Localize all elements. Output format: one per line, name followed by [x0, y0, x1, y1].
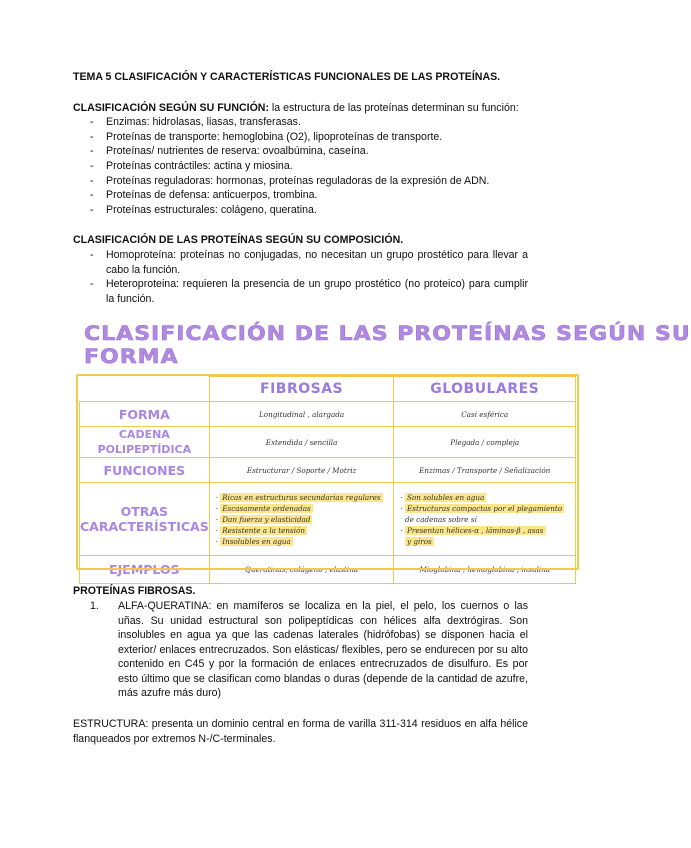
list-item: y giros [407, 536, 432, 546]
list-item: de cadenas sobre sí [405, 514, 477, 524]
list-item: · Resistente a la tensión [215, 525, 305, 535]
row-label-ejemplos: EJEMPLOS [80, 556, 210, 584]
list-item: - Heteroproteina: requieren la presencia de un grupo prostético (no proteico) para cumplir la función. [90, 277, 528, 306]
row-label-otras: OTRAS CARACTERÍSTICAS [80, 483, 210, 556]
cell-ejemplos-globulares: Mioglobina , hemoglobina , insulina [394, 556, 576, 584]
table-corner [80, 377, 210, 402]
table-row [80, 483, 576, 556]
shape-classification-infographic [76, 320, 691, 578]
fibrous-list [90, 599, 528, 701]
list-item: - Proteínas estructurales: colágeno, queratina. [90, 203, 528, 218]
cell-forma-fibrosas: Longitudinal , alargada [209, 402, 394, 427]
infographic-title-line1: CLASIFICACIÓN DE LAS PROTEÍNAS SEGÚN SU [84, 323, 691, 346]
row-label-funciones: FUNCIONES [80, 458, 210, 483]
function-intro [73, 101, 528, 116]
table-header-row [80, 377, 576, 402]
composition-list [90, 248, 528, 306]
infographic-title-line2: FORMA [84, 346, 179, 369]
list-item: - Proteínas/ nutrientes de reserva: ovoalbúmina, caseína. [90, 144, 528, 159]
col-header-fibrosas: FIBROSAS [209, 377, 394, 402]
list-item: · Son solubles en agua [400, 492, 485, 502]
cell-funciones-fibrosas: Estructurar / Soporte / Motriz [209, 458, 394, 483]
table-row [80, 458, 576, 483]
table-row [80, 402, 576, 427]
cell-otras-globulares [394, 483, 576, 556]
cell-funciones-globulares: Enzimas / Transporte / Señalización [394, 458, 576, 483]
structure-paragraph: ESTRUCTURA: presenta un dominio central en forma de varilla 311-314 residuos en alfa hélice flanqueados por extremos N-/C-terminales. [73, 718, 528, 745]
list-item: - Proteínas de defensa: anticuerpos, trombina. [90, 188, 528, 203]
document-page [73, 70, 691, 746]
list-item: · Presentan hélices-α , láminas-β , asas [400, 525, 544, 535]
list-item: - Enzimas: hidrolasas, liasas, transferasas. [90, 115, 528, 130]
cell-cadena-fibrosas: Extendida / sencilla [209, 427, 394, 458]
fibrous-heading: PROTEÍNAS FIBROSAS. [73, 585, 196, 598]
list-item-text: ALFA-QUERATINA: en mamíferos se localiza en la piel, el pelo, los cuernos o las uñas. Su unidad estructural son polipeptídicas con hélices alfa dextrógiras. Son insolubles en agua ya que las cadenas laterales (hidrófobas) se disponen hacia el exterior/ enlaces entrecruzados. Son elásticas/ flexibles, pero se endurecen por su alto contenido en C45 y por la formación de enlaces entrecruzados de disulfuro. Es por esto último que se clasifican como blandas o duras (depende de la cantidad de azufre, más azufre más duro) [118, 599, 528, 700]
function-list [90, 115, 528, 217]
table-row [80, 556, 576, 584]
cell-otras-fibrosas [209, 483, 394, 556]
cell-forma-globulares: Casi esférica [394, 402, 576, 427]
list-item: · Dan fuerza y elasticidad [215, 514, 311, 524]
list-number: 1. [90, 599, 99, 612]
col-header-globulares: GLOBULARES [394, 377, 576, 402]
list-item: · Ricas en estructuras secundarias regulares [215, 492, 381, 502]
function-heading: CLASIFICACIÓN SEGÚN SU FUNCIÓN: [73, 101, 269, 114]
list-item: - Proteínas contráctiles: actina y miosina. [90, 159, 528, 174]
document-title: TEMA 5 CLASIFICACIÓN Y CARACTERÍSTICAS FUNCIONALES DE LAS PROTEÍNAS. [73, 71, 501, 83]
list-item: · Estructuras compactas por el plegamiento [400, 503, 563, 513]
list-item: - Proteínas reguladoras: hormonas, proteínas reguladoras de la expresión de ADN. [90, 174, 528, 189]
row-label-forma: FORMA [80, 402, 210, 427]
list-item: · Insolubles en agua [215, 536, 291, 546]
list-item: - Proteínas de transporte: hemoglobina (O2), lipoproteínas de transporte. [90, 130, 528, 145]
composition-heading: CLASIFICACIÓN DE LAS PROTEÍNAS SEGÚN SU COMPOSICIÓN. [73, 234, 404, 247]
list-item: - Homoproteína: proteínas no conjugadas, no necesitan un grupo prostético para llevar a cabo la función. [90, 248, 528, 277]
cell-ejemplos-fibrosas: Queratinas, colágeno , elastina [209, 556, 394, 584]
list-item: · Escasamente ordenadas [215, 503, 311, 513]
table-row [80, 427, 576, 458]
list-item [90, 599, 528, 701]
function-intro-text: la estructura de las proteínas determinan su función: [268, 101, 519, 114]
classification-table [79, 376, 576, 584]
cell-cadena-globulares: Plegada / compleja [394, 427, 576, 458]
row-label-cadena: CADENA POLIPEPTÍDICA [80, 427, 210, 458]
